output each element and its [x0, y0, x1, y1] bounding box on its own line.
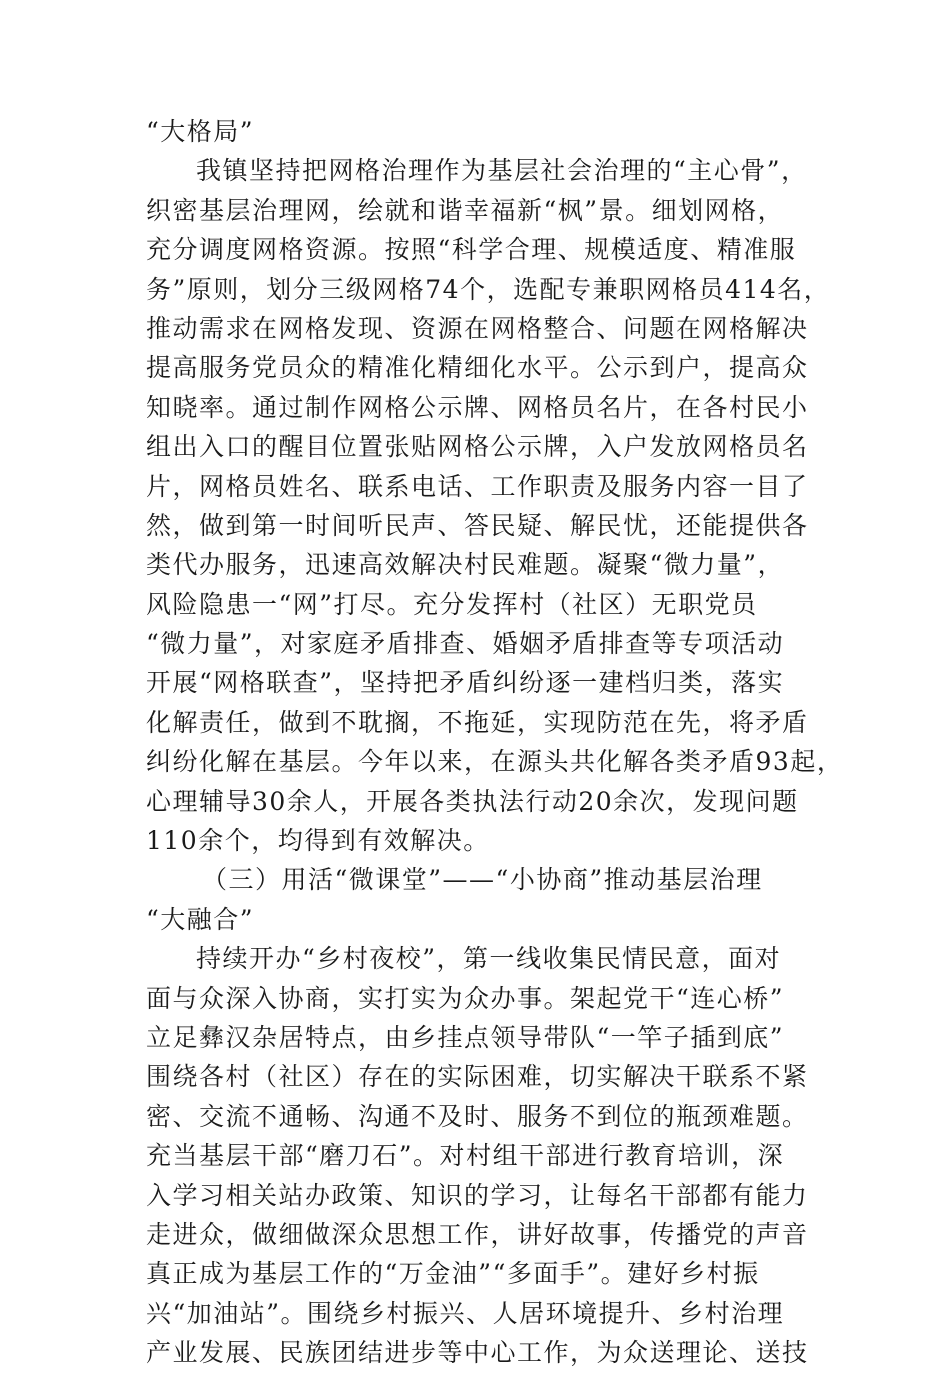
paragraph-line: 我镇坚持把网格治理作为基层社会治理的“主心骨”， — [196, 156, 808, 186]
paragraph-line: “微力量”，对家庭矛盾排查、婚姻矛盾排查等专项活动 — [146, 629, 785, 659]
paragraph-line: 密、交流不通畅、沟通不及时、服务不到位的瓶颈难题。 — [146, 1101, 809, 1131]
section2-heading-tail: “大格局” — [146, 117, 255, 146]
section3-heading-tail: “大融合” — [146, 904, 255, 934]
paragraph-line: 提高服务党员众的精准化精细化水平。公示到户，提高众 — [146, 353, 809, 383]
paragraph-line: 走进众，做细做深众思想工作，讲好故事，传播党的声音 — [146, 1219, 809, 1249]
document-body — [146, 112, 844, 1373]
paragraph-line: 片，网格员姓名、联系电话、工作职责及服务内容一目了 — [146, 471, 809, 501]
paragraph-line: 心理辅导30余人，开展各类执法行动20余次，发现问题 — [146, 786, 799, 816]
paragraph-line: 开展“网格联查”，坚持把矛盾纠纷逐一建档归类，落实 — [146, 668, 785, 698]
paragraph-line: 务”原则，划分三级网格74个，选配专兼职网格员414名， — [146, 274, 831, 304]
paragraph-line: 围绕各村（社区）存在的实际困难，切实解决干联系不紧 — [146, 1062, 809, 1092]
paragraph-line: 纠纷化解在基层。今年以来，在源头共化解各类矛盾93起， — [146, 747, 844, 777]
paragraph-line: 织密基层治理网，绘就和谐幸福新“枫”景。细划网格， — [146, 195, 785, 225]
paragraph-line: 然，做到第一时间听民声、答民疑、解民忧，还能提供各 — [146, 510, 809, 540]
paragraph-line: 面与众深入协商，实打实为众办事。架起党干“连心桥” — [146, 983, 785, 1013]
paragraph-line: 真正成为基层工作的“万金油”“多面手”。建好乡村振 — [146, 1259, 760, 1289]
section3-heading: （三）用活“微课堂”——“小协商”推动基层治理 — [202, 865, 763, 895]
paragraph-line: 推动需求在网格发现、资源在网格整合、问题在网格解决 — [146, 313, 809, 343]
paragraph-line: 风险隐患一“网”打尽。充分发挥村（社区）无职党员 — [146, 589, 758, 619]
paragraph-line: 立足彝汉杂居特点，由乡挂点领导带队“一竿子插到底” — [146, 1022, 785, 1052]
paragraph-grid-governance — [146, 151, 844, 860]
paragraph-line: 类代办服务，迅速高效解决村民难题。凝聚“微力量”， — [146, 550, 785, 580]
paragraph-line: 知晓率。通过制作网格公示牌、网格员名片，在各村民小 — [146, 392, 809, 422]
paragraph-line: 兴“加油站”。围绕乡村振兴、人居环境提升、乡村治理 — [146, 1298, 785, 1328]
paragraph-line: 化解责任，做到不耽搁，不拖延，实现防范在先，将矛盾 — [146, 707, 809, 737]
paragraph-line: 产业发展、民族团结进步等中心工作，为众送理论、送技 — [146, 1338, 809, 1368]
paragraph-micro-classroom — [146, 939, 809, 1372]
paragraph-line: 110余个，均得到有效解决。 — [146, 826, 490, 856]
paragraph-line: 组出入口的醒目位置张贴网格公示牌，入户发放网格员名 — [146, 432, 809, 462]
paragraph-line: 充当基层干部“磨刀石”。对村组干部进行教育培训，深 — [146, 1141, 785, 1171]
paragraph-line: 充分调度网格资源。按照“科学合理、规模适度、精准服 — [146, 235, 797, 265]
paragraph-line: 持续开办“乡村夜校”，第一线收集民情民意，面对 — [196, 944, 782, 974]
paragraph-line: 入学习相关站办政策、知识的学习，让每名干部都有能力 — [146, 1180, 809, 1210]
